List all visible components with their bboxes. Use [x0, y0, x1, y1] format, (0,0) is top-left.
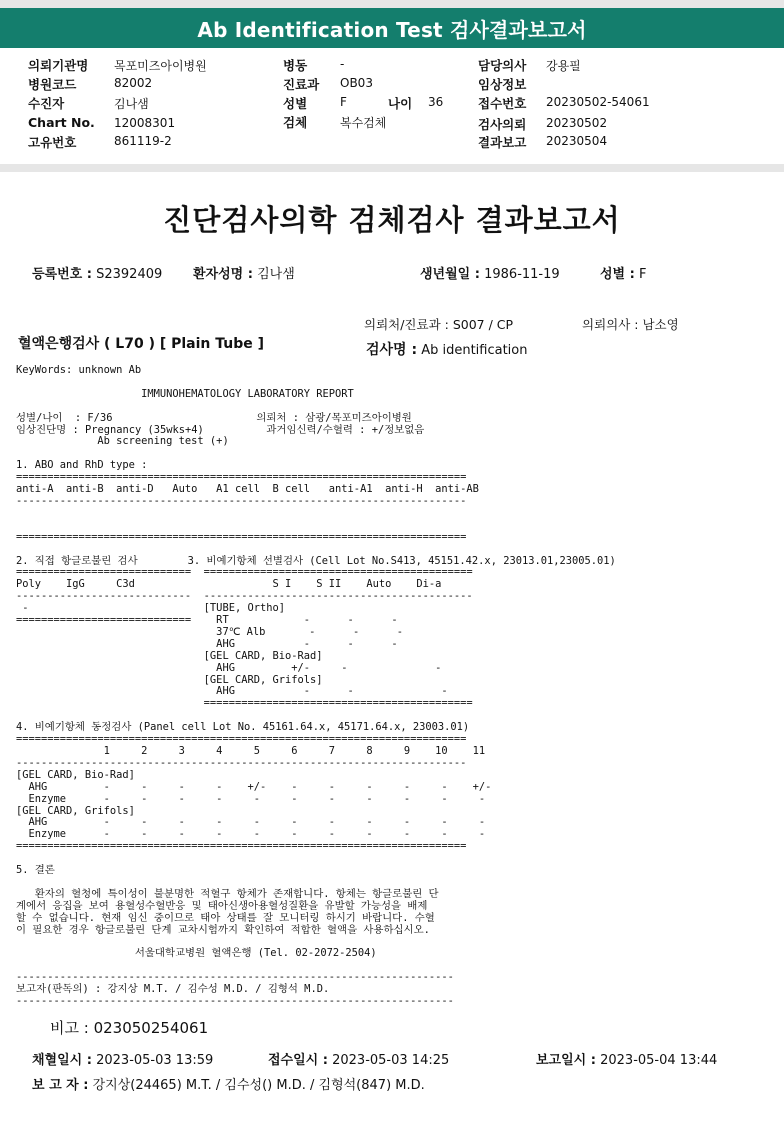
report-line: IMMUNOHEMATOLOGY LABORATORY REPORT [16, 387, 354, 400]
report-line: 임상진단명 : Pregnancy (35wks+4) 과거임신력/수혈력 : +/정보없음 [16, 423, 425, 436]
report-value: 20230504 [546, 134, 608, 148]
chart-label: Chart No. [28, 115, 95, 130]
hospital-code-value: 82002 [114, 76, 153, 90]
test-name-row [366, 339, 527, 359]
receipt-label: 접수번호 [478, 96, 527, 111]
scanned-report [0, 172, 784, 1147]
report-line: ------------------------------------------------------------------------ [16, 494, 467, 507]
report-line: 2. 직접 항글로불린 검사 3. 비예기항체 선별검사 (Cell Lot No.S413, 45151.42.x, 23013.01,23005.01) [16, 554, 616, 567]
request-label: 검사의뢰 [478, 117, 527, 132]
collect-label: 채혈일시 : [32, 1053, 92, 1068]
report-line: ======================================================================== [16, 530, 467, 543]
id-value: 861119-2 [114, 134, 172, 148]
dob-value: 1986-11-19 [484, 267, 560, 282]
dept-line: 의뢰처/진료과 : S007 / CP [364, 317, 514, 332]
report-line: ============================ =========================================== [16, 566, 473, 579]
request-value: 20230502 [546, 116, 608, 130]
report-line: AHG - - - - - - - - - - - [16, 816, 486, 829]
chart-value: 12008301 [114, 116, 176, 130]
report-title: Ab Identification Test 검사결과보고서 [197, 17, 587, 42]
report-line: anti-A anti-B anti-D Auto A1 cell B cell anti-A1 anti-H anti-AB [16, 483, 479, 496]
report-line: ------------------------------------------------------------------------ [16, 756, 467, 769]
report-line: 계에서 응집을 보여 용혈성수혈반응 및 태아신생아용혈성질환을 유발할 가능성을 배제 [16, 899, 428, 912]
doc-sex-value: F [638, 267, 647, 282]
ward-label: 병동 [283, 58, 308, 73]
report-line: 환자의 혈청에 특이성이 불분명한 적혈구 항체가 존재합니다. 항체는 항글로불린 단 [16, 887, 439, 900]
report-line: ============================ RT - - - [16, 614, 398, 627]
requester-label: 의뢰기관명 [28, 58, 89, 73]
report-line: 이 필요한 경우 항글로불린 단계 교차시험까지 확인하여 적합한 혈액을 사용하십시오. [16, 923, 430, 936]
report-line: [GEL CARD, Bio-Rad] [16, 649, 323, 662]
report-line: 1. ABO and RhD type : [16, 459, 148, 472]
test-name-value: Ab identification [421, 343, 528, 358]
note-label: 비고 : [50, 1019, 89, 1037]
report-title-bar [0, 8, 784, 48]
dob-label: 생년월일 : [420, 267, 480, 282]
receive-label: 접수일시 : [268, 1053, 328, 1068]
reportdt-value: 2023-05-04 13:44 [600, 1053, 718, 1068]
registration-row [32, 263, 162, 282]
patient-info-panel [0, 48, 784, 166]
reportdt-row [536, 1049, 717, 1068]
report-line: ---------------------------------------------------------------------- [16, 971, 454, 984]
name-value: 김나샘 [257, 267, 295, 282]
report-line: Enzyme - - - - - - - - - - - [16, 792, 486, 805]
clinical-label: 임상정보 [478, 77, 527, 92]
report-line: 서울대학교병원 혈액은행 (Tel. 02-2072-2504) [16, 947, 377, 960]
report-label: 결과보고 [478, 135, 527, 150]
ward-value: - [340, 57, 345, 71]
report-line: AHG - - - - +/- - - - - - +/- [16, 780, 492, 793]
reportdt-label: 보고일시 : [536, 1053, 596, 1068]
report-line: ======================================================================== [16, 733, 467, 746]
dept-value: OB03 [340, 76, 373, 90]
collect-value: 2023-05-03 13:59 [96, 1053, 214, 1068]
specimen-label: 검체 [283, 115, 308, 130]
report-line: - [TUBE, Ortho] [16, 602, 285, 615]
report-line: KeyWords: unknown Ab [16, 364, 142, 376]
reporter-row [32, 1074, 425, 1093]
dob-row [420, 263, 560, 282]
report-line [16, 544, 616, 556]
report-line: ======================================================================== [16, 840, 467, 853]
doctor-value: 강용필 [546, 59, 581, 73]
report-line [16, 520, 616, 532]
reporter-value: 강지상(24465) M.T. / 김수성() M.D. / 김형석(847) M.D. [92, 1078, 425, 1093]
top-strip [0, 0, 784, 8]
report-line: ======================================================================== [16, 471, 467, 484]
report-line: Poly IgG C3d S I S II Auto Di-a [16, 578, 442, 591]
report-line: 성별/나이 : F/36 의뢰처 : 삼광/목포미즈아이병원 [16, 411, 412, 424]
document-title: 진단검사의학 검체검사 결과보고서 [163, 203, 621, 237]
id-label: 고유번호 [28, 135, 77, 150]
sex-value: F [340, 95, 347, 109]
test-group: 혈액은행검사 ( L70 ) [ Plain Tube ] [18, 336, 265, 352]
report-line [16, 508, 616, 520]
report-line: Enzyme - - - - - - - - - - - [16, 828, 486, 841]
ordering-doctor-line: 의뢰의사 : 남소영 [582, 317, 679, 332]
age-label: 나이 [388, 96, 413, 111]
reg-value: S2392409 [96, 267, 163, 282]
name-label: 환자성명 : [193, 267, 253, 282]
patient-value: 김나샘 [114, 97, 149, 111]
lab-report-body [16, 365, 616, 1008]
report-line: ---------------------------------------------------------------------- [16, 995, 454, 1008]
patient-name-row [193, 263, 295, 282]
report-line [16, 853, 616, 865]
sex-label: 성별 [283, 96, 308, 111]
dept-label: 진료과 [283, 77, 320, 92]
receive-row [268, 1049, 449, 1068]
report-line: [GEL CARD, Bio-Rad] [16, 768, 135, 781]
report-line: Ab screening test (+) [16, 435, 229, 448]
specimen-value: 복수검체 [340, 116, 387, 130]
report-line: 할 수 없습니다. 현재 임신 중이므로 태아 상태를 잘 모니터링 하시기 바랍니다. 수혈 [16, 911, 435, 924]
reg-label: 등록번호 : [32, 267, 92, 282]
report-line: [GEL CARD, Grifols] [16, 673, 323, 686]
requester-value: 목포미즈아이병원 [114, 59, 207, 73]
note-value: 023050254061 [93, 1019, 209, 1037]
report-line: =========================================== [16, 697, 473, 710]
note-row [50, 1017, 208, 1038]
doc-sex-label: 성별 : [600, 267, 635, 282]
hospital-code-label: 병원코드 [28, 77, 77, 92]
report-line: 1 2 3 4 5 6 7 8 9 10 11 [16, 745, 486, 757]
section-divider [0, 164, 784, 172]
report-line: 4. 비예기항체 동정검사 (Panel cell Lot No. 45161.64.x, 45171.64.x, 23003.01) [16, 721, 470, 734]
report-line: AHG +/- - - [16, 661, 442, 674]
report-line: 5. 결론 [16, 864, 55, 877]
patient-label: 수진자 [28, 96, 65, 111]
doctor-label: 담당의사 [478, 58, 527, 73]
report-line: [GEL CARD, Grifols] [16, 804, 135, 817]
report-line: AHG - - - [16, 637, 398, 650]
test-name-label: 검사명 : [366, 342, 418, 358]
receipt-value: 20230502-54061 [546, 95, 650, 109]
receive-value: 2023-05-03 14:25 [332, 1053, 450, 1068]
report-line: AHG - - - [16, 685, 448, 698]
report-line: 보고자(판독의) : 강지상 M.T. / 김수성 M.D. / 김형석 M.D. [16, 983, 330, 996]
report-line [16, 401, 616, 413]
doc-sex-row [600, 263, 646, 282]
report-line: 37℃ Alb - - - [16, 625, 404, 638]
report-line: ---------------------------- ------------------------------------------- [16, 590, 473, 603]
age-value: 36 [428, 95, 444, 109]
reporter-label: 보 고 자 : [32, 1078, 89, 1093]
collect-row [32, 1049, 213, 1068]
